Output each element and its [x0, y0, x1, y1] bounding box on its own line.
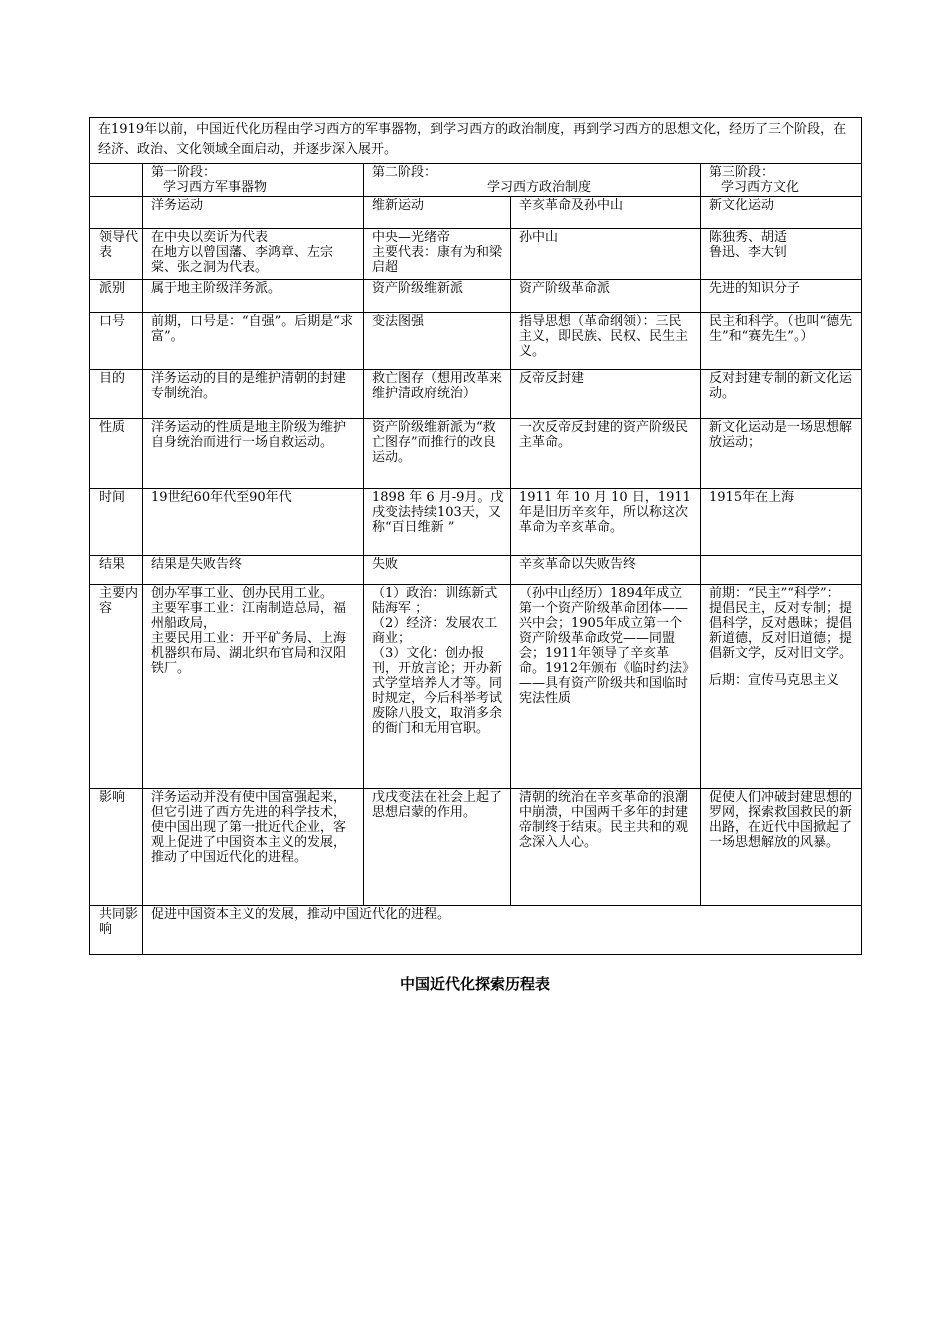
nature-xinhai: 一次反帝反封建的资产阶级民主革命。 — [511, 419, 701, 489]
impact-weixin: 戊戌变法在社会上起了思想启蒙的作用。 — [364, 789, 511, 906]
row-label-content: 主要内容 — [90, 585, 143, 789]
time-weixin: 1898 年 6 月-9月。戊戌变法持续103天，又称“百日维新 ” — [364, 489, 511, 556]
cell-line: 提倡民主，反对专制；提倡科学，反对愚昧；提倡新道德，反对旧道德；提倡新文学，反对旧文学。 — [709, 601, 853, 661]
cell-line: 主要军事工业：江南制造总局，福州船政局， — [151, 601, 347, 631]
stage-1-name: 学习西方军事器物 — [163, 180, 268, 195]
result-yangwu: 结果是失败告终 — [143, 556, 364, 585]
cell-line: 主要民用工业：开平矿务局、上海机器织布局、湖北织布官局和汉阳铁厂。 — [151, 631, 347, 676]
content-yangwu — [143, 585, 364, 789]
faction-yangwu: 属于地主阶级洋务派。 — [143, 280, 364, 313]
cell-line: 中央—光绪帝 — [372, 230, 451, 245]
faction-weixin: 资产阶级维新派 — [364, 280, 511, 313]
row-label-common: 共同影响 — [90, 906, 143, 955]
faction-xinhai: 资产阶级革命派 — [511, 280, 701, 313]
slogan-weixin: 变法图强 — [364, 313, 511, 370]
cell-line: （孙中山经历）1894年成立第一个资产阶级革命团体——兴中会；1905年成立第一个资产阶级革命政党——同盟会；1911年领导了辛亥革命。1912年颁布《临时约法》——具有资产阶级共和国临时宪法性质 — [519, 586, 689, 706]
slogan-xinwenhua: 民主和科学。（也叫“德先生”和“赛先生”。） — [701, 313, 862, 370]
goal-xinhai: 反帝反封建 — [511, 370, 701, 419]
stage-2-name: 学习西方政治制度 — [486, 180, 591, 195]
table-caption: 中国近代化探索历程表 — [399, 975, 550, 993]
cell-line: （3）文化：创办报刊，开放言论；开办新式学堂培养人才等。同时规定，今后科举考试废除八股文，取消多余的衙门和无用官职。 — [372, 646, 503, 736]
row-label-impact: 影响 — [90, 789, 143, 906]
row-label-result: 结果 — [90, 556, 143, 585]
row-label-slogan: 口号 — [90, 313, 143, 370]
history-table — [89, 117, 862, 955]
intro-text: 在1919年以前，中国近代化历程由学习西方的军事器物，到学习西方的政治制度，再到学习西方的思想文化，经历了三个阶段，在经济、政治、文化领域全面启动，并逐步深入展开。 — [90, 118, 862, 164]
time-xinwenhua: 1915年在上海 — [701, 489, 862, 556]
row-label-time: 时间 — [90, 489, 143, 556]
content-xinhai — [511, 585, 701, 789]
stage-3-number: 第三阶段： — [709, 165, 775, 180]
cell-line: 孙中山 — [519, 230, 559, 245]
empty-movement-label — [90, 197, 143, 229]
result-xinhai: 辛亥革命以失败告终 — [511, 556, 701, 585]
row-label-nature: 性质 — [90, 419, 143, 489]
goal-weixin: 救亡图存（想用改革来维护清政府统治） — [364, 370, 511, 419]
stage-3-header — [701, 164, 862, 197]
result-xinwenhua — [701, 556, 862, 585]
empty-header-cell — [90, 164, 143, 197]
cell-line: 在中央以奕䜣为代表 — [151, 230, 269, 245]
cell-line: 前期：“民主”“科学”： — [709, 586, 840, 601]
faction-xinwenhua: 先进的知识分子 — [701, 280, 862, 313]
cell-line: 陈独秀、胡适 — [709, 230, 788, 245]
impact-xinhai: 清朝的统治在辛亥革命的浪潮中崩溃，中国两千多年的封建帝制终于结束。民主共和的观念深入人心。 — [511, 789, 701, 906]
stage-2-number: 第二阶段： — [372, 165, 438, 180]
leaders-xinwenhua — [701, 229, 862, 280]
leaders-yangwu — [143, 229, 364, 280]
cell-line: 在地方以曾国藩、李鸿章、左宗棠、张之洞为代表。 — [151, 245, 334, 275]
impact-yangwu: 洋务运动并没有使中国富强起来，但它引进了西方先进的科学技术，使中国出现了第一批近代企业，客观上促进了中国资本主义的发展，推动了中国近代化的进程。 — [143, 789, 364, 906]
cell-line: 主要代表：康有为和梁启超 — [372, 245, 503, 275]
stage-3-name: 学习西方文化 — [721, 180, 800, 195]
leaders-xinhai — [511, 229, 701, 280]
time-yangwu: 19世纪60年代至90年代 — [143, 489, 364, 556]
goal-yangwu: 洋务运动的目的是维护清朝的封建专制统治。 — [143, 370, 364, 419]
row-label-goal: 目的 — [90, 370, 143, 419]
impact-xinwenhua: 促使人们冲破封建思想的罗网，探索救国救民的新出路，在近代中国掀起了一场思想解放的风暴。 — [701, 789, 862, 906]
stage-1-number: 第一阶段： — [151, 165, 217, 180]
stage-2-header — [364, 164, 701, 197]
goal-xinwenhua: 反对封建专制的新文化运动。 — [701, 370, 862, 419]
movement-yangwu: 洋务运动 — [143, 197, 364, 229]
stage-1-header — [143, 164, 364, 197]
movement-xinhai: 辛亥革命及孙中山 — [511, 197, 701, 229]
time-xinhai: 1911 年 10 月 10 日，1911年是旧历辛亥年，所以称这次革命为辛亥革命。 — [511, 489, 701, 556]
cell-line: 后期：宣传马克思主义 — [709, 673, 840, 688]
result-weixin: 失败 — [364, 556, 511, 585]
common-impact-text: 促进中国资本主义的发展，推动中国近代化的进程。 — [143, 906, 862, 955]
movement-xinwenhua: 新文化运动 — [701, 197, 862, 229]
row-label-leaders: 领导代表 — [90, 229, 143, 280]
nature-weixin: 资产阶级维新派为“救亡图存”而推行的改良运动。 — [364, 419, 511, 489]
nature-xinwenhua: 新文化运动是一场思想解放运动； — [701, 419, 862, 489]
cell-line: （1）政治：训练新式陆海军 ； — [372, 586, 498, 616]
cell-line: 鲁迅、李大钊 — [709, 245, 788, 260]
movement-weixin: 维新运动 — [364, 197, 511, 229]
slogan-yangwu: 前期，口号是：“自强”。后期是“求富”。 — [143, 313, 364, 370]
content-xinwenhua — [701, 585, 862, 789]
content-weixin — [364, 585, 511, 789]
cell-line: 创办军事工业、创办民用工业。 — [151, 586, 334, 601]
cell-line: （2）经济：发展农工商业； — [372, 616, 498, 646]
slogan-xinhai: 指导思想（革命纲领）：三民主义，即民族、民权、民生主义。 — [511, 313, 701, 370]
row-label-faction: 派别 — [90, 280, 143, 313]
leaders-weixin — [364, 229, 511, 280]
nature-yangwu: 洋务运动的性质是地主阶级为维护自身统治而进行一场自救运动。 — [143, 419, 364, 489]
